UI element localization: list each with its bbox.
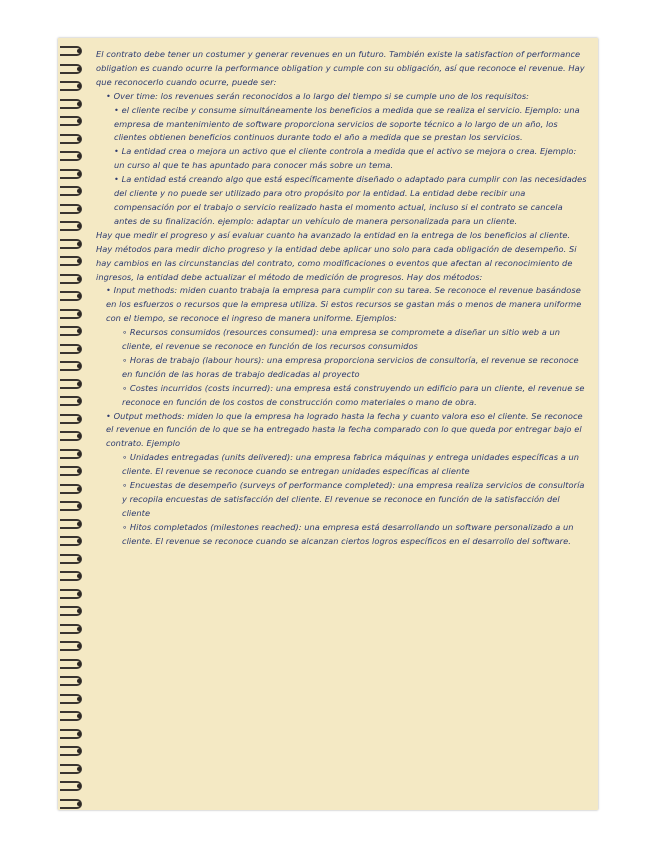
binding-hole — [77, 539, 81, 543]
binding-hole — [77, 49, 81, 53]
binding-hole — [77, 417, 81, 421]
note-paragraph: • Over time: los revenues serán reconocidos a lo largo del tiempo si se cumple uno de los requisitos: — [106, 90, 530, 101]
note-paragraph: ∘ Hitos completados (milestones reached): una empresa está desarrollando un software personalizado a un cliente. El revenue se reconoce cuando se alcanzan ciertos logros específicos en el desarrollo del software. — [122, 521, 574, 546]
binding-hole — [77, 662, 81, 666]
note-paragraph: ∘ Recursos consumidos (resources consumed): una empresa se compromete a diseñar un sitio web a un cliente, el revenue se reconoce en función de los recursos consumidos — [122, 327, 561, 352]
binding-hole — [77, 67, 81, 71]
binding-hole — [77, 767, 81, 771]
binding-hole — [77, 189, 81, 193]
binding-hole — [77, 452, 81, 456]
binding-hole — [77, 609, 81, 613]
binding-hole — [77, 364, 81, 368]
binding-hole — [77, 154, 81, 158]
binding-hole — [77, 679, 81, 683]
binding-hole — [77, 382, 81, 386]
binding-hole — [77, 242, 81, 246]
note-paragraph: Hay que medir el progreso y así evaluar cuanto ha avanzado la entidad en la entrega de los beneficios al cliente. Hay métodos para medir dicho progreso y la entidad debe aplicar uno solo para cada obligación de desempeño. Si hay cambios en las circunstancias del contrato, como modificaciones o eventos que afectan al reconocimiento de ingresos, la entidad debe actualizar el método de medición de progresos. Hay dos métodos: — [96, 229, 577, 282]
binding-hole — [77, 137, 81, 141]
binding-hole — [77, 312, 81, 316]
binding-hole — [77, 277, 81, 281]
handwritten-notes — [92, 48, 588, 804]
binding-hole — [77, 802, 81, 806]
note-paragraph: ∘ Costes incurridos (costs incurred): una empresa está construyendo un edificio para un cliente, el revenue se reconoce en función de los costos de construcción como materiales o mano de obra. — [122, 382, 585, 407]
binding-hole — [77, 84, 81, 88]
note-paragraph: • Output methods: miden lo que la empresa ha logrado hasta la fecha y cuanto valora eso el cliente. Se reconoce el revenue en función de lo que se ha entregado hasta la fecha comparado con lo que queda por entregar bajo el contrato. Ejemplo — [106, 410, 583, 449]
note-paragraph: • La entidad está creando algo que está específicamente diseñado o adaptado para cumplir con las necesidades del cliente y no puede ser utilizado para otro propósito por la entidad. La entidad debe recibir una compensación por el trabajo o servicio realizado hasta el momento actual, incluso si el contrato se cancela antes de su finalización. ejemplo: adaptar un vehículo de manera personalizada para un cliente. — [114, 174, 587, 226]
binding-hole — [77, 574, 81, 578]
binding-hole — [77, 329, 81, 333]
binding-hole — [77, 469, 81, 473]
binding-hole — [77, 732, 81, 736]
binding-hole — [77, 119, 81, 123]
binding-hole — [77, 697, 81, 701]
binding-hole — [77, 557, 81, 561]
binding-hole — [77, 102, 81, 106]
notebook-page — [58, 38, 598, 810]
spiral-binding — [58, 38, 84, 810]
binding-hole — [77, 522, 81, 526]
binding-hole — [77, 504, 81, 508]
binding-hole — [77, 749, 81, 753]
note-paragraph: • el cliente recibe y consume simultáneamente los beneficios a medida que se realiza el servicio. Ejemplo: una empresa de mantenimiento de software proporciona servicios de soporte técnico a lo largo de un año, los clientes obtienen beneficios continuos durante todo el año a medida que se prestan los servicios. — [114, 104, 580, 143]
binding-hole — [77, 347, 81, 351]
binding-hole — [77, 399, 81, 403]
note-paragraph: ∘ Encuestas de desempeño (surveys of performance completed): una empresa realiza servicios de consultoría y recopila encuestas de satisfacción del cliente. El revenue se reconoce en función de la satisfacción del cliente — [122, 480, 585, 518]
binding-hole — [77, 294, 81, 298]
binding-hole — [77, 172, 81, 176]
binding-hole — [77, 259, 81, 263]
binding-hole — [77, 207, 81, 211]
binding-hole — [77, 644, 81, 648]
note-paragraph: El contrato debe tener un costumer y generar revenues en un futuro. También existe la satisfaction of performance obligation es cuando ocurre la performance obligation y cumple con su obligación, así que reconoce el revenue. Hay que reconocerlo cuando ocurre, puede ser: — [96, 49, 585, 87]
note-paragraph: • Input methods: miden cuanto trabaja la empresa para cumplir con su tarea. Se reconoce el revenue basándose en los esfuerzos o recursos que la empresa utiliza. Si estos recursos se gastan más o menos de manera uniforme con el tiempo, se reconoce el ingreso de manera uniforme. Ejemplos: — [106, 285, 582, 324]
binding-hole — [77, 714, 81, 718]
note-paragraph: ∘ Horas de trabajo (labour hours): una empresa proporciona servicios de consultoría, el revenue se reconoce en función de las horas de trabajo dedicadas al proyecto — [122, 354, 579, 379]
binding-hole — [77, 627, 81, 631]
binding-hole — [77, 487, 81, 491]
binding-hole — [77, 592, 81, 596]
binding-hole — [77, 224, 81, 228]
binding-hole — [77, 784, 81, 788]
note-paragraph: • La entidad crea o mejora un activo que el cliente controla a medida que el activo se mejora o crea. Ejemplo: un curso al que te has apuntado para conocer más sobre un tema. — [114, 146, 577, 171]
binding-hole — [77, 434, 81, 438]
note-paragraph: ∘ Unidades entregadas (units delivered): una empresa fabrica máquinas y entrega unidades específicas a un cliente. El revenue se reconoce cuando se entregan unidades específicas al cliente — [122, 452, 580, 477]
